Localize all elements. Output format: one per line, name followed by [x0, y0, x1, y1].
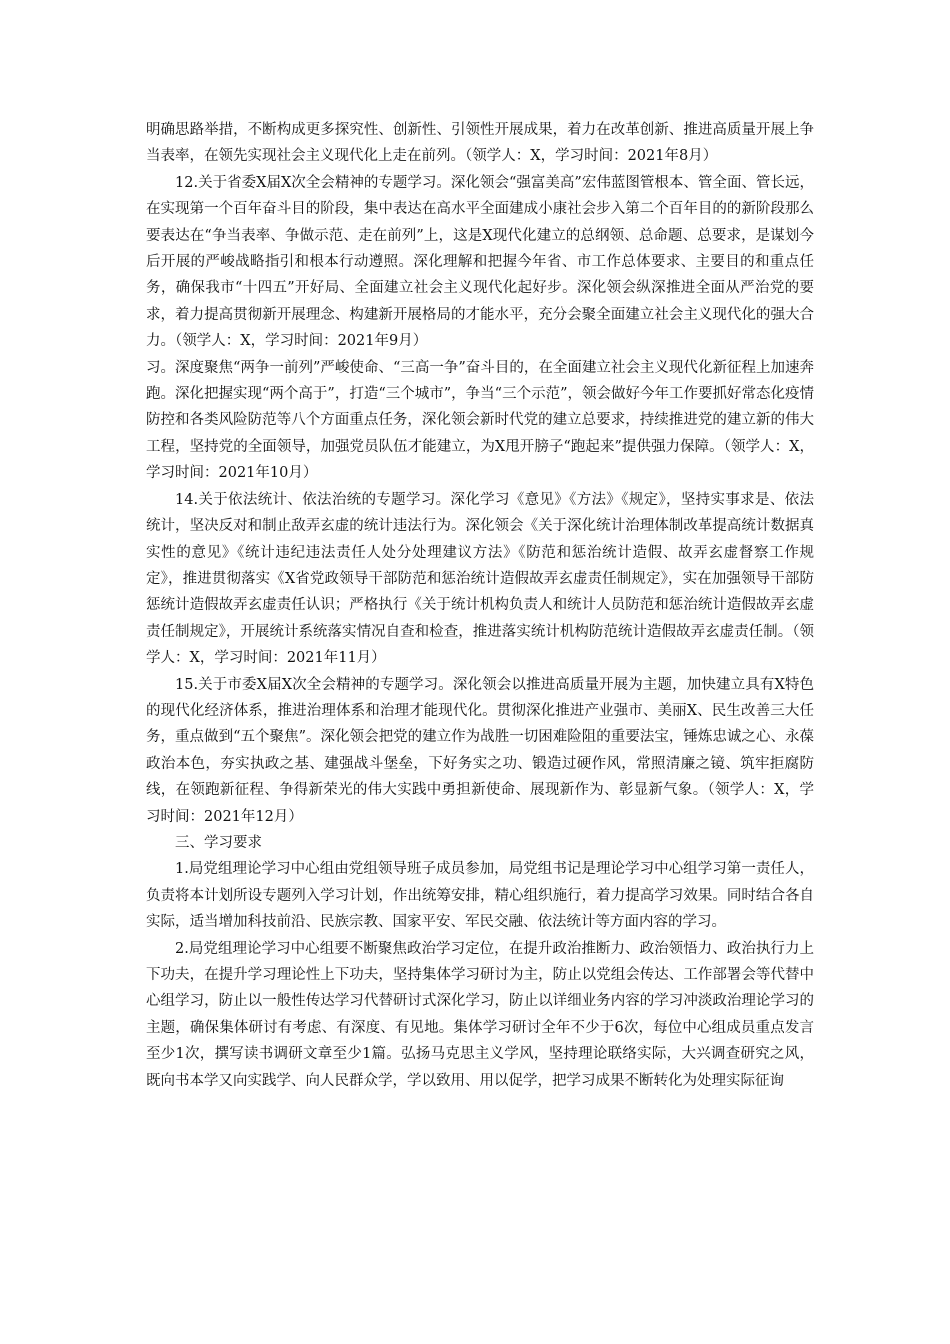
- document-page: [146, 117, 814, 1094]
- paragraph-requirement-1: 1.局党组理论学习中心组由党组领导班子成员参加，局党组书记是理论学习中心组学习第一责任人，负责将本计划所设专题列入学习计划，作出统筹安排，精心组织施行，着力提高学习效果。同时结合各自实际，适当增加科技前沿、民族宗教、国家平安、军民交融、依法统计等方面内容的学习。: [146, 861, 814, 931]
- paragraph-item-14: 14.关于依法统计、依法治统的专题学习。深化学习《意见》《方法》《规定》，坚持实事求是、依法统计，坚决反对和制止敌弄玄虚的统计违法行为。深化领会《关于深化统计治理体制改革提高统计数据真实性的意见》《统计违纪违法责任人处分处理建议方法》《防范和惩治统计造假、故弄玄虚督察工作规定》，推进贯彻落实《X省党政领导干部防范和惩治统计造假故弄玄虚责任制规定》，实在加强领导干部防惩统计造假故弄玄虚责任认识；严格执行《关于统计机构负责人和统计人员防范和惩治统计造假故弄玄虚责任制规定》，开展统计系统落实情况自查和检查，推进落实统计机构防范统计造假故弄玄虚责任制。（领学人：X，学习时间：2021年11月）: [146, 491, 814, 667]
- paragraph-item-11-continued: 明确思路举措，不断构成更多探究性、创新性、引领性开展成果，着力在改革创新、推进高质量开展上争当表率，在领先实现社会主义现代化上走在前列。（领学人：X，学习时间：2021年8月）: [146, 122, 814, 165]
- section-heading-study-requirements: 三、学习要求: [175, 834, 262, 851]
- paragraph-item-15: 15.关于市委X届X次全会精神的专题学习。深化领会以推进高质量开展为主题，加快建立具有X特色的现代化经济体系，推进治理体系和治理才能现代化。贯彻深化推进产业强市、美丽X、民生改善三大任务，重点做到“五个聚焦”。深化领会把党的建立作为战胜一切困难险阻的重要法宝，锤炼忠诚之心、永葆政治本色，夯实执政之基、建强战斗堡垒，下好务实之功、锻造过硬作风，常照清廉之镜、筑牢拒腐防线，在领跑新征程、争得新荣光的伟大实践中勇担新使命、展现新作为、彰显新气象。（领学人：X，学习时间：2021年12月）: [146, 676, 814, 825]
- paragraph-item-13-fragment: 习。深度聚焦“两争一前列”严峻使命、“三高一争”奋斗目的，在全面建立社会主义现代化新征程上加速奔跑。深化把握实现“两个高于”，打造“三个城市”，争当“三个示范”，领会做好今年工作要抓好常态化疫情防控和各类风险防范等八个方面重点任务，深化领会新时代党的建立总要求，持续推进党的建立新的伟大工程，坚持党的全面领导，加强党员队伍才能建立，为X甩开膀子“跑起来”提供强力保障。（领学人：X，学习时间：2021年10月）: [146, 359, 814, 482]
- paragraph-item-12: 12.关于省委X届X次全会精神的专题学习。深化领会“强富美高”宏伟蓝图管根本、管全面、管长远，在实现第一个百年奋斗目的阶段，集中表达在高水平全面建成小康社会步入第二个百年目的的新阶段那么要表达在“争当表率、争做示范、走在前列”上，这是X现代化建立的总纲领、总命题、总要求，是谋划今后开展的严峻战略指引和根本行动遵照。深化理解和把握今年省、市工作总体要求、主要目的和重点任务，确保我市“十四五”开好局、全面建立社会主义现代化起好步。深化领会纵深推进全面从严治党的要求，着力提高贯彻新开展理念、构建新开展格局的才能水平，充分会聚全面建立社会主义现代化的强大合力。（领学人：X，学习时间：2021年9月）: [146, 174, 814, 350]
- paragraph-requirement-2: 2.局党组理论学习中心组要不断聚焦政治学习定位，在提升政治推断力、政治领悟力、政治执行力上下功夫，在提升学习理论性上下功夫，坚持集体学习研讨为主，防止以党组会传达、工作部署会等代替中心组学习，防止以一般性传达学习代替研讨式深化学习，防止以详细业务内容的学习冲淡政治理论学习的主题，确保集体研讨有考虑、有深度、有见地。集体学习研讨全年不少于6次，每位中心组成员重点发言至少1次，撰写读书调研文章至少1篇。弘扬马克思主义学风，坚持理论联络实际，大兴调查研究之风，既向书本学又向实践学、向人民群众学，学以致用、用以促学，把学习成果不断转化为处理实际征询: [146, 940, 814, 1089]
